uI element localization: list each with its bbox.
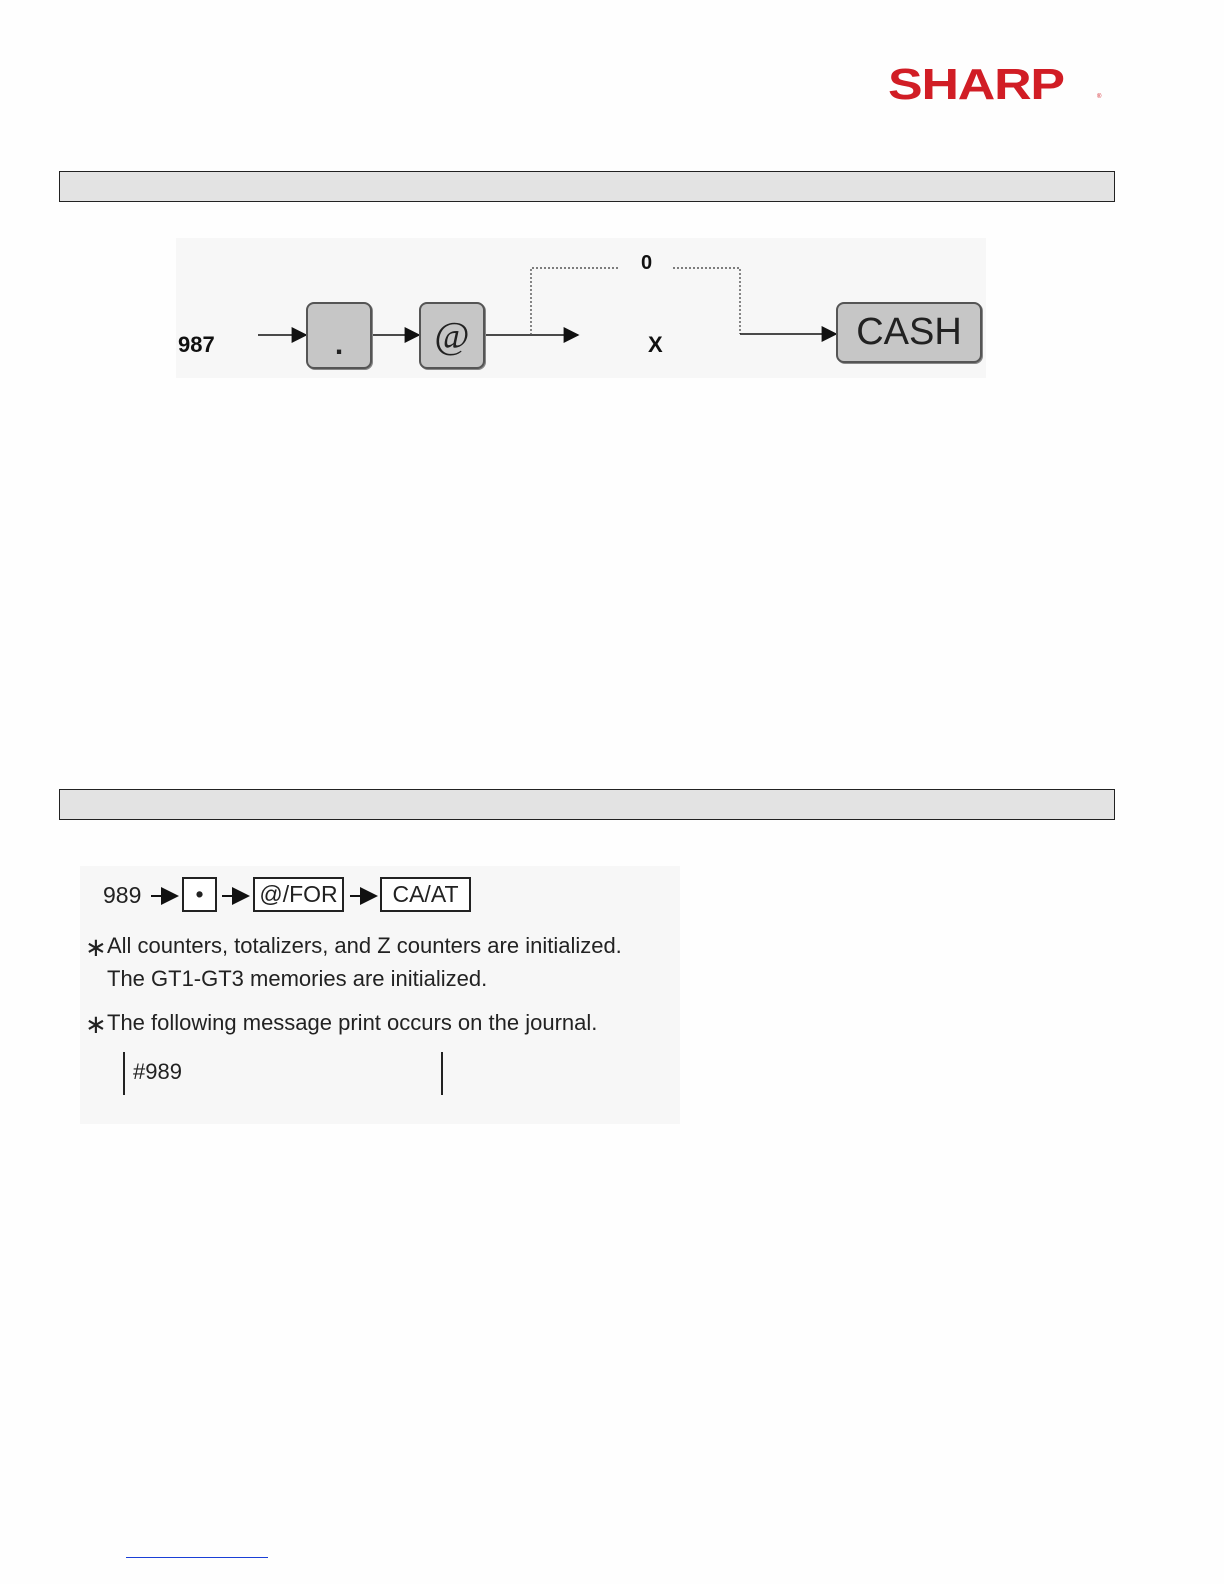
code-989: 989 <box>103 882 142 908</box>
section-header-bar-2 <box>59 789 1115 820</box>
journal-right-border <box>441 1052 443 1095</box>
note-initialize-counters: ∗All counters, totalizers, and Z counters are initialized. <box>85 932 622 962</box>
key-sequence-diagram-987 <box>176 238 986 378</box>
code-987: 987 <box>178 332 215 357</box>
branch-option-zero: 0 <box>641 252 653 274</box>
dot-key-box: • <box>182 877 217 912</box>
branch-option-x: X <box>648 332 663 357</box>
journal-print-989: #989 <box>133 1059 182 1084</box>
ca-at-key-box: CA/AT <box>380 877 471 912</box>
cash-key: CASH <box>836 302 982 363</box>
sharp-logo: SHARP <box>888 60 1064 109</box>
at-key: @ <box>419 302 485 369</box>
decimal-point-key: . <box>306 302 372 369</box>
journal-left-border <box>123 1052 125 1095</box>
section-header-bar-1 <box>59 171 1115 202</box>
dotted-branch-left <box>531 268 618 335</box>
footer-link[interactable] <box>126 1557 268 1558</box>
dotted-branch-right <box>673 268 740 334</box>
registered-mark: ® <box>1097 94 1102 100</box>
at-for-key-box: @/FOR <box>253 877 344 912</box>
note-initialize-gt-memories: The GT1-GT3 memories are initialized. <box>107 966 488 991</box>
asterisk-icon: ∗ <box>85 932 107 962</box>
asterisk-icon: ∗ <box>85 1009 107 1039</box>
note-journal-message: ∗The following message print occurs on the journal. <box>85 1009 598 1039</box>
